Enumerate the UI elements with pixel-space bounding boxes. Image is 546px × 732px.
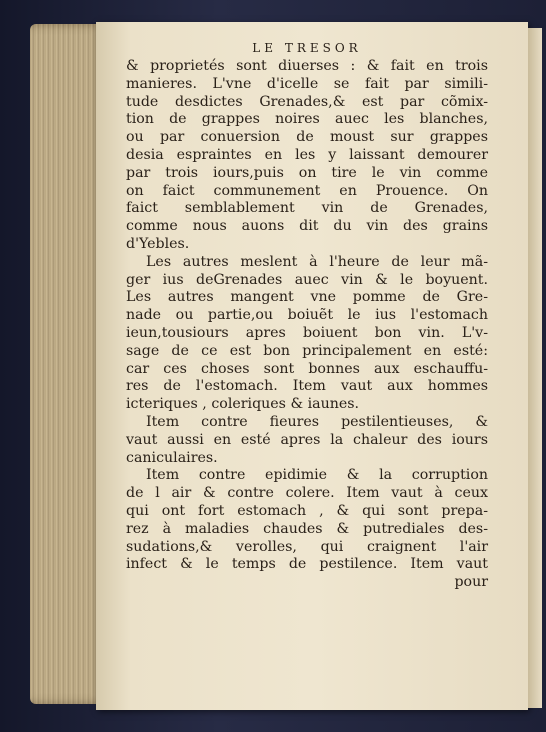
text-line: infect & le temps de pestilence. Item vaut — [126, 556, 488, 573]
text-line: on faict communement en Prouence. On — [126, 182, 488, 199]
text-line: faict semblablement vin de Grenades, — [126, 200, 488, 217]
text-line: qui ont fort estomach , & qui sont prepa- — [126, 502, 488, 519]
running-head: LE TRESOR — [252, 41, 362, 55]
paragraph-1 — [126, 58, 488, 254]
text-line: Item contre epidimie & la corruption — [146, 467, 488, 484]
text-line: tude desdictes Grenades,& est par cõmix- — [126, 93, 488, 110]
text-line: desia espraintes en les y laissant demourer — [126, 146, 488, 163]
text-line: par trois iours,puis on tire le vin comme — [126, 164, 488, 181]
text-line: sage de ce est bon principalement en esté: — [126, 342, 488, 359]
text-line: Les autres mangent vne pomme de Gre- — [126, 289, 488, 306]
text-line: car ces choses sont bonnes aux eschauffu- — [126, 360, 488, 377]
text-line: nade ou partie,ou boiuẽt le ius l'estomach — [126, 307, 488, 324]
catchword: pour — [454, 574, 488, 591]
text-line: res de l'estomach. Item vaut aux hommes — [126, 378, 488, 395]
text-line: icteriques , coleriques & iaunes. — [126, 396, 360, 413]
text-line: ou par conuersion de moust sur grappes — [126, 129, 488, 146]
paragraph-2 — [126, 254, 488, 414]
text-line: Item contre fieures pestilentieuses, & — [146, 413, 488, 430]
text-line: de l air & contre colere. Item vaut à ceux — [126, 485, 488, 502]
text-line: caniculaires. — [126, 449, 218, 466]
text-line: manieres. L'vne d'icelle se fait par simili- — [126, 75, 488, 92]
text-line: ger ius deGrenades auec vin & le boyuent. — [126, 271, 488, 288]
page-text — [126, 40, 488, 592]
paragraph-4 — [126, 467, 488, 574]
text-line: rez à maladies chaudes & putrediales des- — [126, 520, 488, 537]
next-page-edge — [528, 28, 542, 708]
paragraph-3 — [126, 414, 488, 467]
text-line: ieun,tousiours apres boiuent bon vin. L'v- — [126, 324, 488, 341]
text-line: d'Yebles. — [126, 235, 190, 252]
text-line: Les autres meslent à l'heure de leur mã- — [146, 253, 488, 270]
text-line: sudations,& verolles, qui craignent l'air — [126, 538, 488, 555]
text-line: & proprietés sont diuerses : & fait en trois — [126, 58, 488, 74]
text-line: comme nous auons dit du vin des grains — [126, 218, 488, 235]
text-line: vaut aussi en esté apres la chaleur des iours — [126, 431, 488, 448]
text-line: tion de grappes noires auec les blanches, — [126, 111, 488, 128]
